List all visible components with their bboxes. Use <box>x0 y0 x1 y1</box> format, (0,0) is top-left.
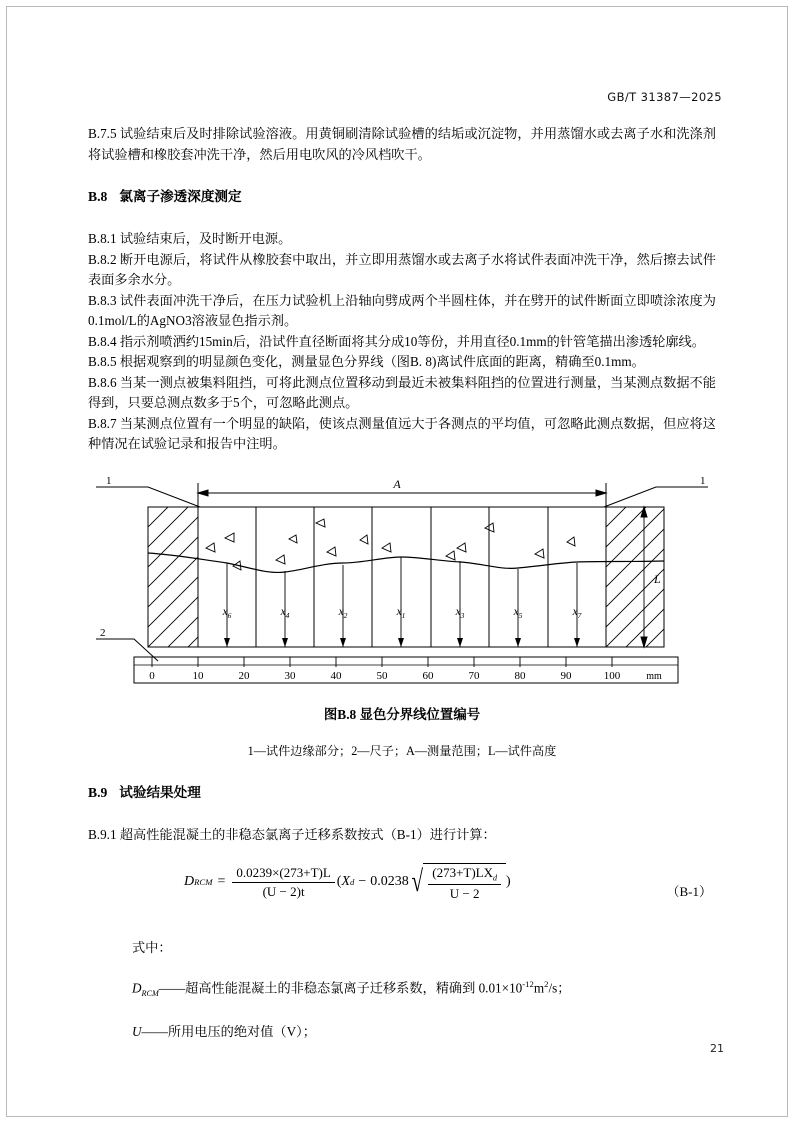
svg-text:100: 100 <box>603 669 621 682</box>
svg-text:0: 0 <box>149 669 155 682</box>
figure-b-8-drawing <box>88 471 716 689</box>
svg-text:x1: $x_1$ <box>396 605 406 620</box>
ruler-body <box>134 657 678 683</box>
formula-coefficient: 0.0238 <box>370 874 409 890</box>
section-heading-b-9 <box>88 783 716 803</box>
spacer <box>88 917 716 924</box>
section-number-b-9: B.9 <box>88 784 108 800</box>
formula-radicand-denominator: U − 2 <box>449 885 480 901</box>
formula-radicand-numerator-text: (273+T)LX <box>432 865 494 880</box>
formula-x-symbol: X <box>341 874 351 890</box>
svg-text:80: 80 <box>514 669 526 682</box>
svg-text:x3: $x_3$ <box>455 605 465 620</box>
measure-leaders <box>227 557 577 647</box>
spacer <box>88 761 716 783</box>
definition-d-text: ——超高性能混凝土的非稳态氯离子迁移系数，精确到 0.01×10 <box>158 980 523 996</box>
figure-callout-1-left: 1 <box>106 474 112 487</box>
hatch-left <box>128 471 218 689</box>
page-header-standard-code: GB/T 31387—2025 <box>607 90 722 104</box>
figure-callout-1-right: 1 <box>700 474 706 487</box>
formula-radicand-numerator-subscript: d <box>493 873 498 883</box>
svg-text:x2: $x_2$ <box>338 605 348 620</box>
formula-equals: = <box>217 874 226 890</box>
formula-open-paren: ( <box>336 874 342 890</box>
formula-sqrt <box>409 863 506 902</box>
definition-d-symbol: D <box>132 980 142 996</box>
dim-arrow-l-bottom <box>641 637 647 647</box>
svg-text:20: 20 <box>238 669 250 682</box>
figure-label-a: A <box>393 476 401 491</box>
definition-d-unit-tail: /s； <box>548 980 571 996</box>
document-content <box>88 124 716 1057</box>
figure-callout-2: 2 <box>100 626 106 639</box>
formula-denominator: (U − 2)t <box>262 883 305 899</box>
formula-b-1 <box>184 863 511 902</box>
svg-text:70: 70 <box>468 669 480 682</box>
spacer <box>88 845 716 861</box>
figure-label-l: L <box>654 571 661 586</box>
formula-radicand-numerator <box>428 865 501 885</box>
formula-numerator: 0.0239×(273+T)L <box>232 865 334 883</box>
leader-line-left-bottom <box>96 639 158 661</box>
svg-text:90: 90 <box>560 669 572 682</box>
spacer <box>88 207 716 229</box>
formula-radicand <box>423 863 506 902</box>
definition-d-unit-exponent: 2 <box>544 979 549 990</box>
aggregate-markers <box>206 519 575 570</box>
paragraph-b-8-2: B.8.2 断开电源后，将试件从橡胶套中取出，并立即用蒸馏水或去离子水将试件表面冲洗干净，然后擦去试件表面多余水分。 <box>88 251 716 287</box>
formula-close-paren: ) <box>506 874 511 890</box>
leader-line-right-top <box>604 487 708 507</box>
definition-d-rcm <box>88 972 716 1006</box>
dim-arrow-left <box>198 490 208 496</box>
definition-u-symbol: U <box>132 1023 142 1039</box>
formula-lhs-subscript: RCM <box>194 877 213 888</box>
paragraph-b-9-1: B.9.1 超高性能混凝土的非稳态氯离子迁移系数按式（B-1）进行计算： <box>88 826 496 842</box>
definition-d-exponent: -12 <box>522 979 534 990</box>
definition-d-unit: m <box>533 980 545 996</box>
dim-arrow-l-top <box>641 507 647 517</box>
paragraph-b-8-6: B.8.6 当某一测点被集料阻挡，可将此测点位置移动到最近未被集料阻挡的位置进行测量，当某测点数据不能得到，只要总测点数多于5个，可忽略此测点。 <box>88 374 716 410</box>
svg-text:x4: $x_4$ <box>280 605 290 620</box>
figure-ruler-labels <box>149 670 662 682</box>
formula-minus: − <box>358 874 367 890</box>
svg-text:30: 30 <box>284 669 296 682</box>
hatch-right <box>586 471 684 689</box>
paragraph-b-8-1: B.8.1 试验结束后，及时断开电源。 <box>88 231 292 246</box>
svg-text:60: 60 <box>422 669 434 682</box>
formula-x-subscript: d <box>350 877 355 888</box>
spacer <box>88 689 716 705</box>
figure-legend: 1—试件边缘部分；2—尺子；A—测量范围；L—试件高度 <box>247 743 557 758</box>
spacer <box>88 165 716 187</box>
spacer <box>88 725 716 741</box>
paragraph-b-7-5: B.7.5 试验结束后及时排除试验溶液。用黄铜刷清除试验槽的结垢或沉淀物，并用蒸馏水或去离子水和洗涤剂将试验槽和橡胶套冲洗干净，然后用电吹风的冷风档吹干。 <box>88 126 716 162</box>
leader-line-left-top <box>96 487 200 507</box>
svg-text:10: 10 <box>192 669 204 682</box>
svg-text:x5: $x_5$ <box>513 605 523 620</box>
svg-text:x6: $x_6$ <box>222 605 232 620</box>
definition-u <box>88 1020 716 1044</box>
radical-sign-icon: √ <box>411 865 423 899</box>
section-number-b-8: B.8 <box>88 189 108 204</box>
definition-u-text: ——所用电压的绝对值（V）； <box>141 1023 316 1039</box>
spacer <box>88 803 716 825</box>
paragraph-b-8-5: B.8.5 根据观察到的明显颜色变化，测量显色分界线（图B. 8)离试件底面的距离，精确至0.1mm。 <box>88 354 645 369</box>
dim-arrow-right <box>596 490 606 496</box>
edge-block-left <box>148 507 198 647</box>
formula-main-fraction <box>232 865 334 900</box>
paragraph-b-8-7: B.8.7 当某测点位置有一个明显的缺陷，使该点测量值远大于各测点的平均值，可忽略此测点数据，但应将这种情况在试验记录和报告中注明。 <box>88 415 716 451</box>
formula-number: （B-1） <box>666 884 712 899</box>
svg-text:40: 40 <box>330 669 342 682</box>
svg-text:mm: mm <box>646 670 662 682</box>
where-label: 式中： <box>132 940 172 956</box>
measure-arrowheads <box>224 638 580 647</box>
formula-b-1-row <box>88 861 716 917</box>
figure-caption: 图B.8 显色分界线位置编号 <box>323 706 481 722</box>
paragraph-b-8-4: B.8.4 指示剂喷洒约15min后，沿试件直径断面将其分成10等份，并用直径0.1mm的针管笔描出渗透轮廓线。 <box>88 333 705 349</box>
page-number: 21 <box>710 1042 724 1055</box>
formula-radicand-fraction <box>428 865 501 902</box>
ruler-ticks <box>152 657 612 667</box>
paragraph-b-8-3: B.8.3 试件表面冲洗干净后，在压力试验机上沿轴向劈成两个半圆柱体，并在劈开的试件断面立即喷涂浓度为0.1mol/L的AgNO3溶液显色指示剂。 <box>88 292 716 328</box>
svg-text:50: 50 <box>376 669 388 682</box>
specimen-outline <box>148 507 664 647</box>
formula-lhs-symbol: D <box>184 874 195 890</box>
figure-b-8 <box>88 471 716 689</box>
definition-d-subscript: RCM <box>141 989 159 999</box>
spacer <box>88 455 716 471</box>
svg-text:x7: $x_7$ <box>572 605 582 620</box>
section-title-b-9: 试验结果处理 <box>119 784 201 800</box>
section-title-b-8: 氯离子渗透深度测定 <box>119 189 242 204</box>
figure-measure-labels <box>222 606 582 620</box>
colour-boundary-curve <box>148 553 664 572</box>
section-heading-b-8 <box>88 187 716 207</box>
